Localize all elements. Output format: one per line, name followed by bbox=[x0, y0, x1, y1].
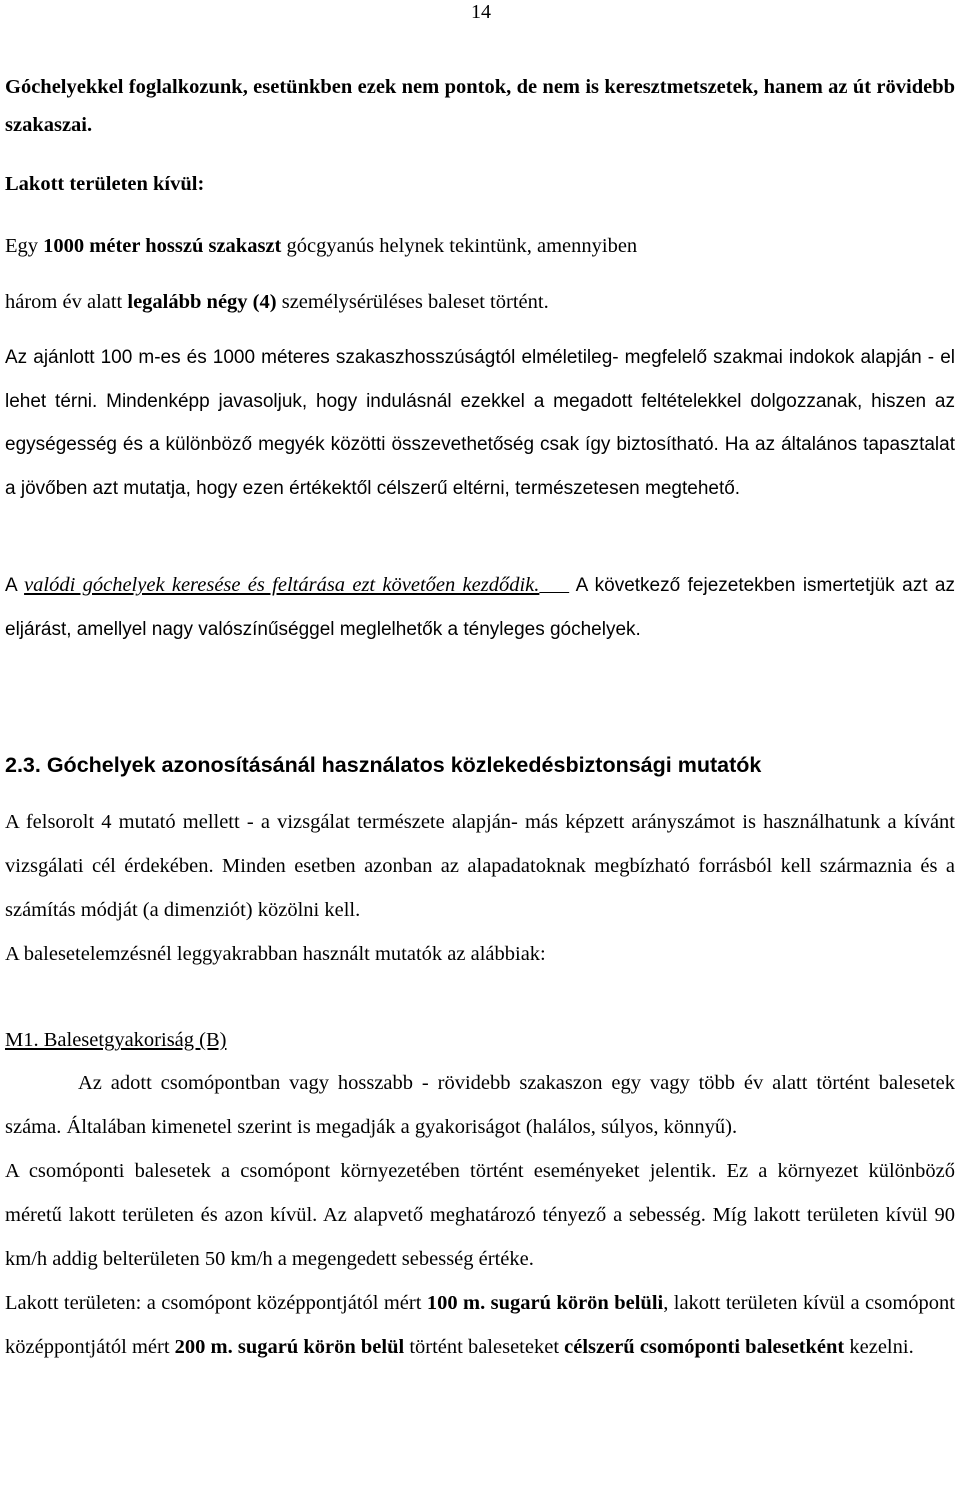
m1-p3-bold-3: célszerű csomóponti balesetként bbox=[564, 1336, 845, 1358]
m1-paragraph-2: A csomóponti balesetek a csomópont környezetében történt eseményeket jelentik. Ez a környezet különböző méretű lakott területen és azon kívül. Az alapvető meghatározó tényező a sebesség. Míg lakott területen kívül 90 km/h addig belterületen 50 km/h a megengedett sebesség értéke. bbox=[5, 1160, 955, 1270]
m1-p3-text-4: kezelni. bbox=[849, 1336, 914, 1358]
criteria-text-4: személysérüléses baleset történt. bbox=[281, 291, 549, 313]
criteria-text-1: Egy bbox=[5, 235, 39, 257]
indicators-intro bbox=[5, 800, 955, 976]
search-text-2: A következő fejezetekben ismertetjük azt az eljárást, amellyel nagy valószínűséggel meglelhetők a tényleges góchelyek. bbox=[5, 575, 955, 640]
recommendation-text: Mindenképp javasoljuk, hogy indulásnál ezekkel a megadott feltételekkel dolgozzanak, hiszen az egységesség és a különböző megyék közötti összevethetőség csak így biztosítható. Ha az általános tapasztalat a jövőben azt mutatja, hogy ezen értékektől célszerű eltérni, természetesen megtehető. bbox=[5, 390, 955, 499]
criteria-bold-1: 1000 méter hosszú szakaszt bbox=[43, 235, 282, 257]
search-text-1: A bbox=[5, 575, 17, 596]
search-italic-underlined: valódi góchelyek keresése és feltárása ezt követően kezdődik. bbox=[24, 574, 540, 596]
criteria-text-3: három év alatt bbox=[5, 291, 123, 313]
m1-p3-text-2: , lakott területen kívül a csomópont középpontjától mért bbox=[5, 1292, 955, 1358]
indicators-paragraph: A felsorolt 4 mutató mellett - a vizsgálat természete alapján- más képzett arányszámot is használhatunk a kívánt vizsgálati cél érdekében. Minden esetben azonban az alapadatoknak megbízható forrásból kell származnia és a számítás módját (a dimenziót) közölni kell. bbox=[5, 811, 955, 921]
outside-settlement-heading: Lakott területen kívül: bbox=[5, 173, 205, 195]
search-paragraph bbox=[5, 563, 955, 652]
intro-section bbox=[5, 68, 955, 144]
page-number: 14 bbox=[471, 1, 491, 23]
deviation-paragraph bbox=[5, 336, 955, 510]
indicators-list-intro: A balesetelemzésnél leggyakrabban használt mutatók az alábbiak: bbox=[5, 943, 546, 965]
m1-p3-text-1: Lakott területen: a csomópont középpontjától mért bbox=[5, 1292, 422, 1314]
m1-definition bbox=[5, 1061, 955, 1369]
intro-bold-paragraph: Góchelyekkel foglalkozunk, esetünkben ezek nem pontok, de nem is keresztmetszetek, hanem az út rövidebb szakaszai. bbox=[5, 76, 955, 136]
m1-p3-text-3: történt baleseteket bbox=[409, 1336, 560, 1358]
section-heading: 2.3. Góchelyek azonosításánál használatos közlekedésbiztonsági mutatók bbox=[5, 753, 762, 777]
m1-paragraph-1: Az adott csomópontban vagy hosszabb - rövidebb szakaszon egy vagy több év alatt történt balesetek száma. Általában kimenetel szerint is megadják a gyakoriságot (halálos, súlyos, könnyű). bbox=[5, 1072, 955, 1138]
criteria-bold-2: legalább négy (4) bbox=[127, 291, 277, 313]
m1-p3-bold-1: 100 m. sugarú körön belüli bbox=[426, 1292, 664, 1314]
deviation-text: Az ajánlott 100 m-es és 1000 méteres szakaszhosszúságtól elméletileg- megfelelő szakmai indokok alapján - el lehet térni. bbox=[5, 347, 955, 412]
m1-p3-bold-2: 200 m. sugarú körön belül bbox=[174, 1336, 405, 1358]
m1-title: M1. Balesetgyakoriság (B) bbox=[5, 1029, 227, 1051]
m1-paragraph-3 bbox=[5, 1281, 955, 1369]
criteria-paragraph bbox=[5, 226, 955, 322]
criteria-text-2: gócgyanús helynek tekintünk, amennyiben bbox=[286, 235, 638, 257]
